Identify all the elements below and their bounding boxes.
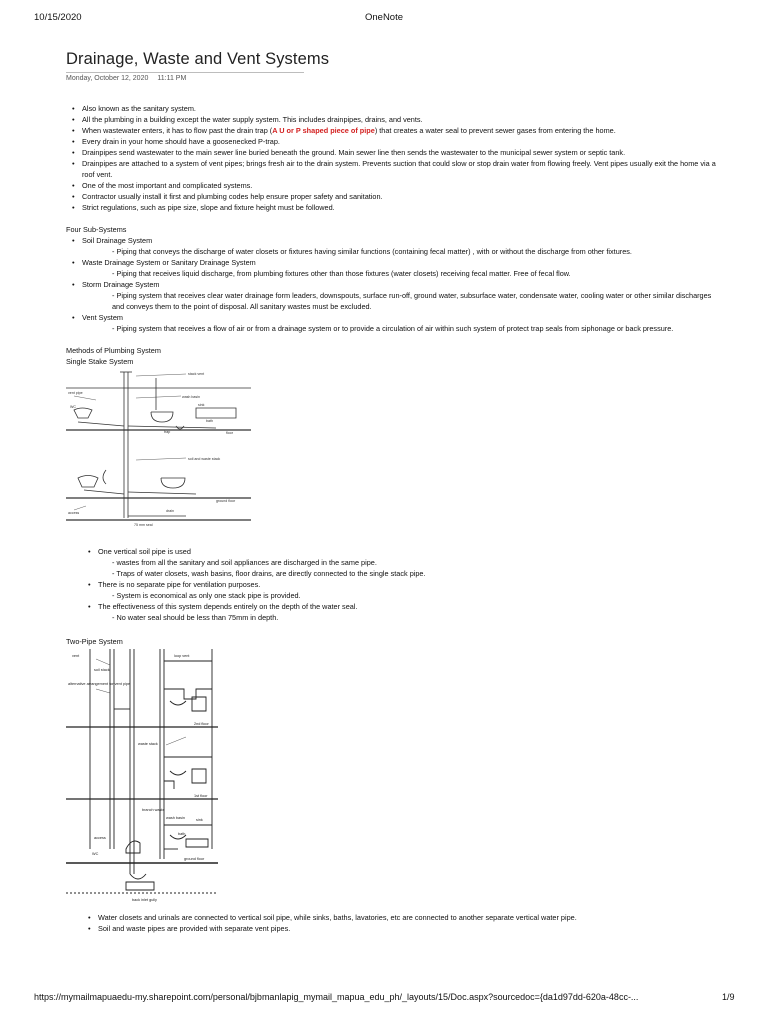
diagram-label: 2nd floor — [194, 722, 209, 726]
list-item: • Drainpipes send wastewater to the main sewer line buried beneath the ground. Main sewer line then sends the wastewater to the municipal sewer system or septic tank. — [66, 147, 716, 158]
diagram-label: waste stack — [138, 742, 158, 746]
diagram-label: back inlet gully — [132, 898, 157, 902]
diagram-label: 1st floor — [194, 794, 208, 798]
diagram-label: WC — [70, 405, 76, 409]
intro-list — [66, 103, 716, 213]
list-item: • Strict regulations, such as pipe size, slope and fixture height must be followed. — [66, 202, 716, 213]
diagram-label: floor — [226, 431, 233, 435]
diagram-label: access — [94, 836, 106, 840]
diagram-label: drain — [166, 509, 174, 513]
diagram-label: 75 mm seal — [134, 523, 153, 527]
diagram-label: soil and waste stack — [188, 457, 221, 461]
diagram-label: alternative arrangement for vent pipe — [68, 682, 131, 686]
list-item: • Contractor usually install it first and plumbing codes help ensure proper safety and sanitation. — [66, 191, 716, 202]
item-description: - Piping system that receives a flow of air or from a drainage system or to provide a circulation of air within such system of protect trap seals from siphonage or back pressure. — [112, 324, 674, 333]
item-subtext: - System is economical as only one stack pipe is provided. — [112, 591, 301, 600]
diagram-label: wash basin — [166, 816, 185, 820]
list-item: • Soil and waste pipes are provided with separate vent pipes. — [66, 923, 716, 934]
app-name: OneNote — [364, 12, 404, 23]
list-item: • Drainpipes are attached to a system of vent pipes; brings fresh air to the drain system. Prevents suction that could slow or stop drain water from flowing freely. Vent pipes usually exit the home via a roof vent. — [66, 158, 716, 180]
list-item: • Storm Drainage System — [66, 279, 716, 290]
diagram-label: bath — [178, 832, 186, 836]
diagram-label: branch waste — [142, 808, 165, 812]
list-item: • The effectiveness of this system depends entirely on the depth of the water seal. — [66, 601, 716, 612]
item-description: - Piping system that receives clear water drainage form leaders, downspouts, surface run-off, ground water, subsurface water, condensate water, cooling water or other similar discharges and conveys them to the point of disposal. All sanitary wastes must be excluded. — [112, 291, 712, 311]
item-subtext: - No water seal should be less than 75mm in depth. — [112, 613, 279, 622]
diagram-label: soil stack — [94, 668, 110, 672]
single-stack-diagram — [66, 370, 716, 535]
list-item: • One of the most important and complicated systems. — [66, 180, 716, 191]
diagram-label: vent pipe — [68, 391, 83, 395]
page-date: Monday, October 12, 2020 — [66, 75, 149, 82]
subsystems-list — [66, 235, 716, 334]
diagram-label: vent — [72, 654, 80, 658]
page-number: 1/9 — [722, 992, 735, 1002]
list-item: • One vertical soil pipe is used — [66, 546, 716, 557]
section-heading: Four Sub-Systems — [66, 225, 127, 234]
diagram-label: loop vent — [174, 654, 190, 658]
list-item: • There is no separate pipe for ventilation purposes. — [66, 579, 716, 590]
list-item: • Waste Drainage System or Sanitary Drainage System — [66, 257, 716, 268]
diagram-label: trap — [164, 430, 171, 434]
list-item — [66, 125, 716, 136]
diagram-label: ground floor — [184, 857, 205, 861]
title-divider — [66, 72, 304, 73]
item-subtext: - Traps of water closets, wash basins, floor drains, are directly connected to the single stack pipe. — [112, 569, 426, 578]
page-content — [66, 103, 716, 934]
highlighted-text: A U or P shaped piece of pipe — [272, 126, 375, 135]
single-stack-list — [66, 546, 716, 623]
list-item: • Every drain in your home should have a goosenecked P-trap. — [66, 136, 716, 147]
diagram-label: WC — [92, 852, 99, 856]
diagram-label: sink — [198, 403, 205, 407]
list-item: • Also known as the sanitary system. — [66, 103, 716, 114]
page-title: Drainage, Waste and Vent Systems — [66, 50, 330, 68]
page-url: https://mymailmapuaedu-my.sharepoint.com/personal/bjbmanlapig_mymail_mapua_edu_ph/_layouts/15/Doc.aspx?sourcedoc={da1d97dd-620a-48cc-... — [34, 992, 639, 1002]
list-item: • Vent System — [66, 312, 716, 323]
subsection-heading: Single Stake System — [66, 357, 134, 366]
list-item: • All the plumbing in a building except the water supply system. This includes drainpipes, drains, and vents. — [66, 114, 716, 125]
diagram-label: sink — [196, 818, 203, 822]
two-pipe-diagram — [66, 649, 716, 904]
item-description: - Piping that receives liquid discharge, from plumbing fixtures other than those fixtures (water closets) receiving fecal matter. Free of fecal flow. — [112, 269, 571, 278]
page-timestamp — [66, 75, 186, 82]
list-item: • Water closets and urinals are connected to vertical soil pipe, while sinks, baths, lavatories, etc are connected to another separate vertical water pipe. — [66, 912, 716, 923]
diagram-label: bath — [206, 419, 213, 423]
diagram-label: wash basin — [182, 395, 200, 399]
section-heading: Methods of Plumbing System — [66, 346, 161, 355]
item-description: - Piping that conveys the discharge of water closets or fixtures having similar functions (containing fecal matter) , with or without the discharge from other fixtures. — [112, 247, 632, 256]
two-pipe-diagram-svg — [66, 649, 218, 904]
diagram-label: access — [68, 511, 80, 515]
print-date: 10/15/2020 — [34, 12, 82, 23]
list-item: • Soil Drainage System — [66, 235, 716, 246]
item-text: ) that creates a water seal to prevent sewer gases from entering the home. — [374, 126, 616, 135]
item-subtext: - wastes from all the sanitary and soil appliances are discharged in the same pipe. — [112, 558, 377, 567]
diagram-label: ground floor — [216, 499, 236, 503]
item-text: When wastewater enters, it has to flow past the drain trap ( — [82, 126, 273, 135]
two-pipe-list — [66, 912, 716, 934]
print-header — [0, 0, 768, 28]
single-stack-diagram-svg — [66, 370, 251, 535]
page-time: 11:11 PM — [157, 75, 187, 82]
diagram-label: stack vent — [188, 372, 205, 376]
subsection-heading: Two-Pipe System — [66, 637, 123, 646]
